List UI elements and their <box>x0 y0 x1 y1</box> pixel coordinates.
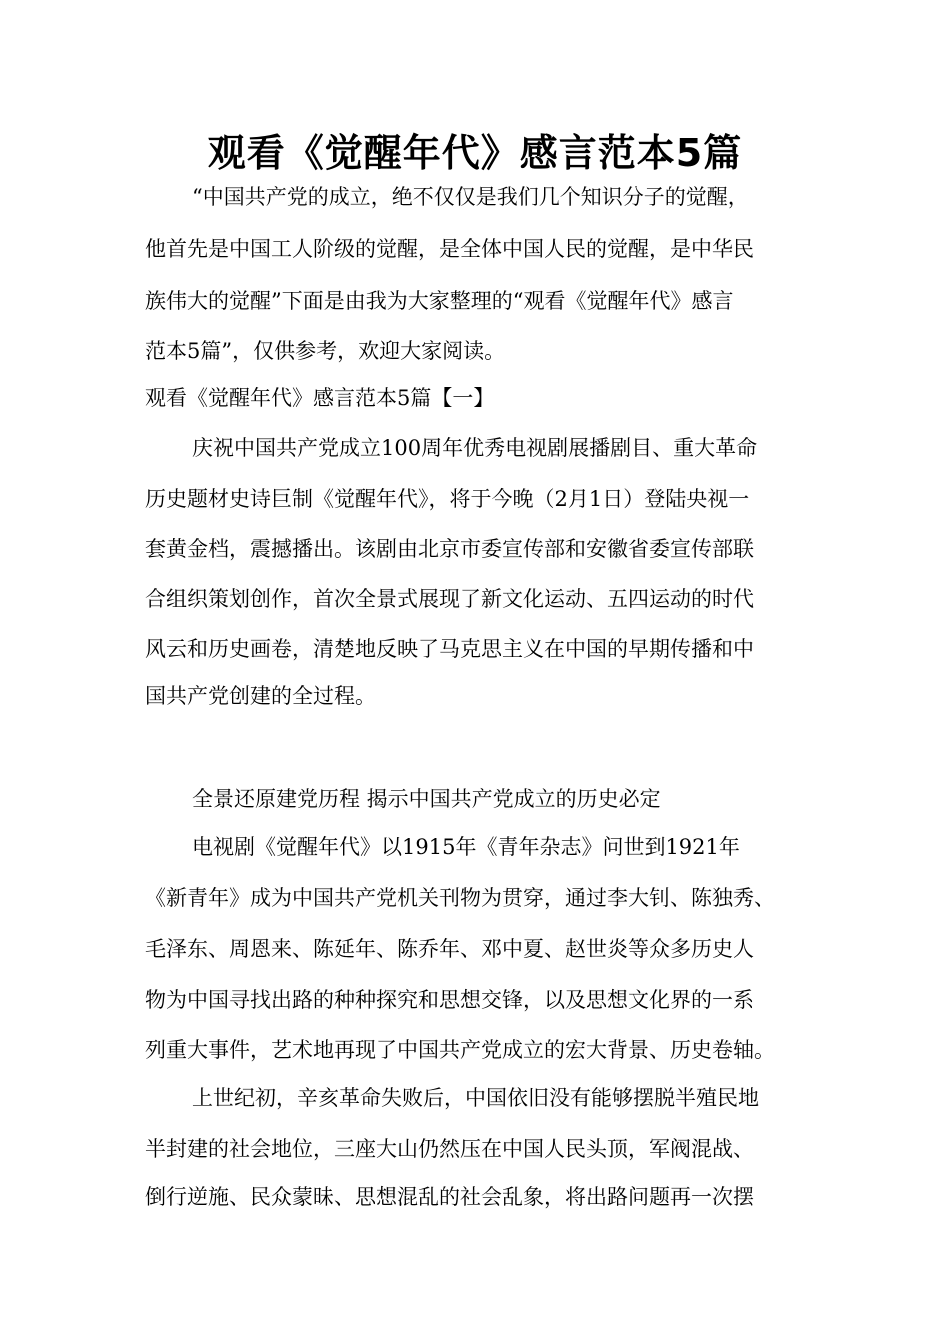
paragraph-line: 合组织策划创作，首次全景式展现了新文化运动、五四运动的时代 <box>145 587 754 611</box>
section-heading: 观看《觉醒年代》感言范本5篇【一】 <box>145 386 495 410</box>
paragraph-line: 他首先是中国工人阶级的觉醒，是全体中国人民的觉醒，是中华民 <box>145 237 754 261</box>
paragraph-line: 《新青年》成为中国共产党机关刊物为贯穿，通过李大钊、陈独秀、 <box>145 886 775 910</box>
paragraph-line: 国共产党创建的全过程。 <box>145 684 376 708</box>
paragraph-line: 倒行逆施、民众蒙昧、思想混乱的社会乱象，将出路问题再一次摆 <box>145 1185 754 1209</box>
paragraph-line: “中国共产党的成立，绝不仅仅是我们几个知识分子的觉醒， <box>192 185 749 209</box>
paragraph-line: 庆祝中国共产党成立100周年优秀电视剧展播剧目、重大革命 <box>192 436 758 460</box>
subheading: 全景还原建党历程 揭示中国共产党成立的历史必定 <box>192 787 661 811</box>
paragraph-line: 物为中国寻找出路的种种探究和思想交锋，以及思想文化界的一系 <box>145 988 754 1012</box>
paragraph-line: 列重大事件，艺术地再现了中国共产党成立的宏大背景、历史卷轴。 <box>145 1038 775 1062</box>
paragraph-line: 半封建的社会地位，三座大山仍然压在中国人民头顶，军阀混战、 <box>145 1137 754 1161</box>
paragraph-line: 毛泽东、周恩来、陈延年、陈乔年、邓中夏、赵世炎等众多历史人 <box>145 937 754 961</box>
paragraph-line: 电视剧《觉醒年代》以1915年《青年杂志》问世到1921年 <box>192 835 740 859</box>
paragraph-line: 范本5篇”，仅供参考，欢迎大家阅读。 <box>145 339 506 363</box>
paragraph-line: 族伟大的觉醒”下面是由我为大家整理的“观看《觉醒年代》感言 <box>145 289 734 313</box>
paragraph-line: 历史题材史诗巨制《觉醒年代》，将于今晚（2月1日）登陆央视一 <box>145 487 750 511</box>
paragraph-line: 上世纪初，辛亥革命失败后，中国依旧没有能够摆脱半殖民地 <box>192 1086 759 1110</box>
paragraph-line: 风云和历史画卷，清楚地反映了马克思主义在中国的早期传播和中 <box>145 637 754 661</box>
document-title: 观看《觉醒年代》感言范本5篇 <box>207 131 743 175</box>
paragraph-line: 套黄金档，震撼播出。该剧由北京市委宣传部和安徽省委宣传部联 <box>145 537 754 561</box>
